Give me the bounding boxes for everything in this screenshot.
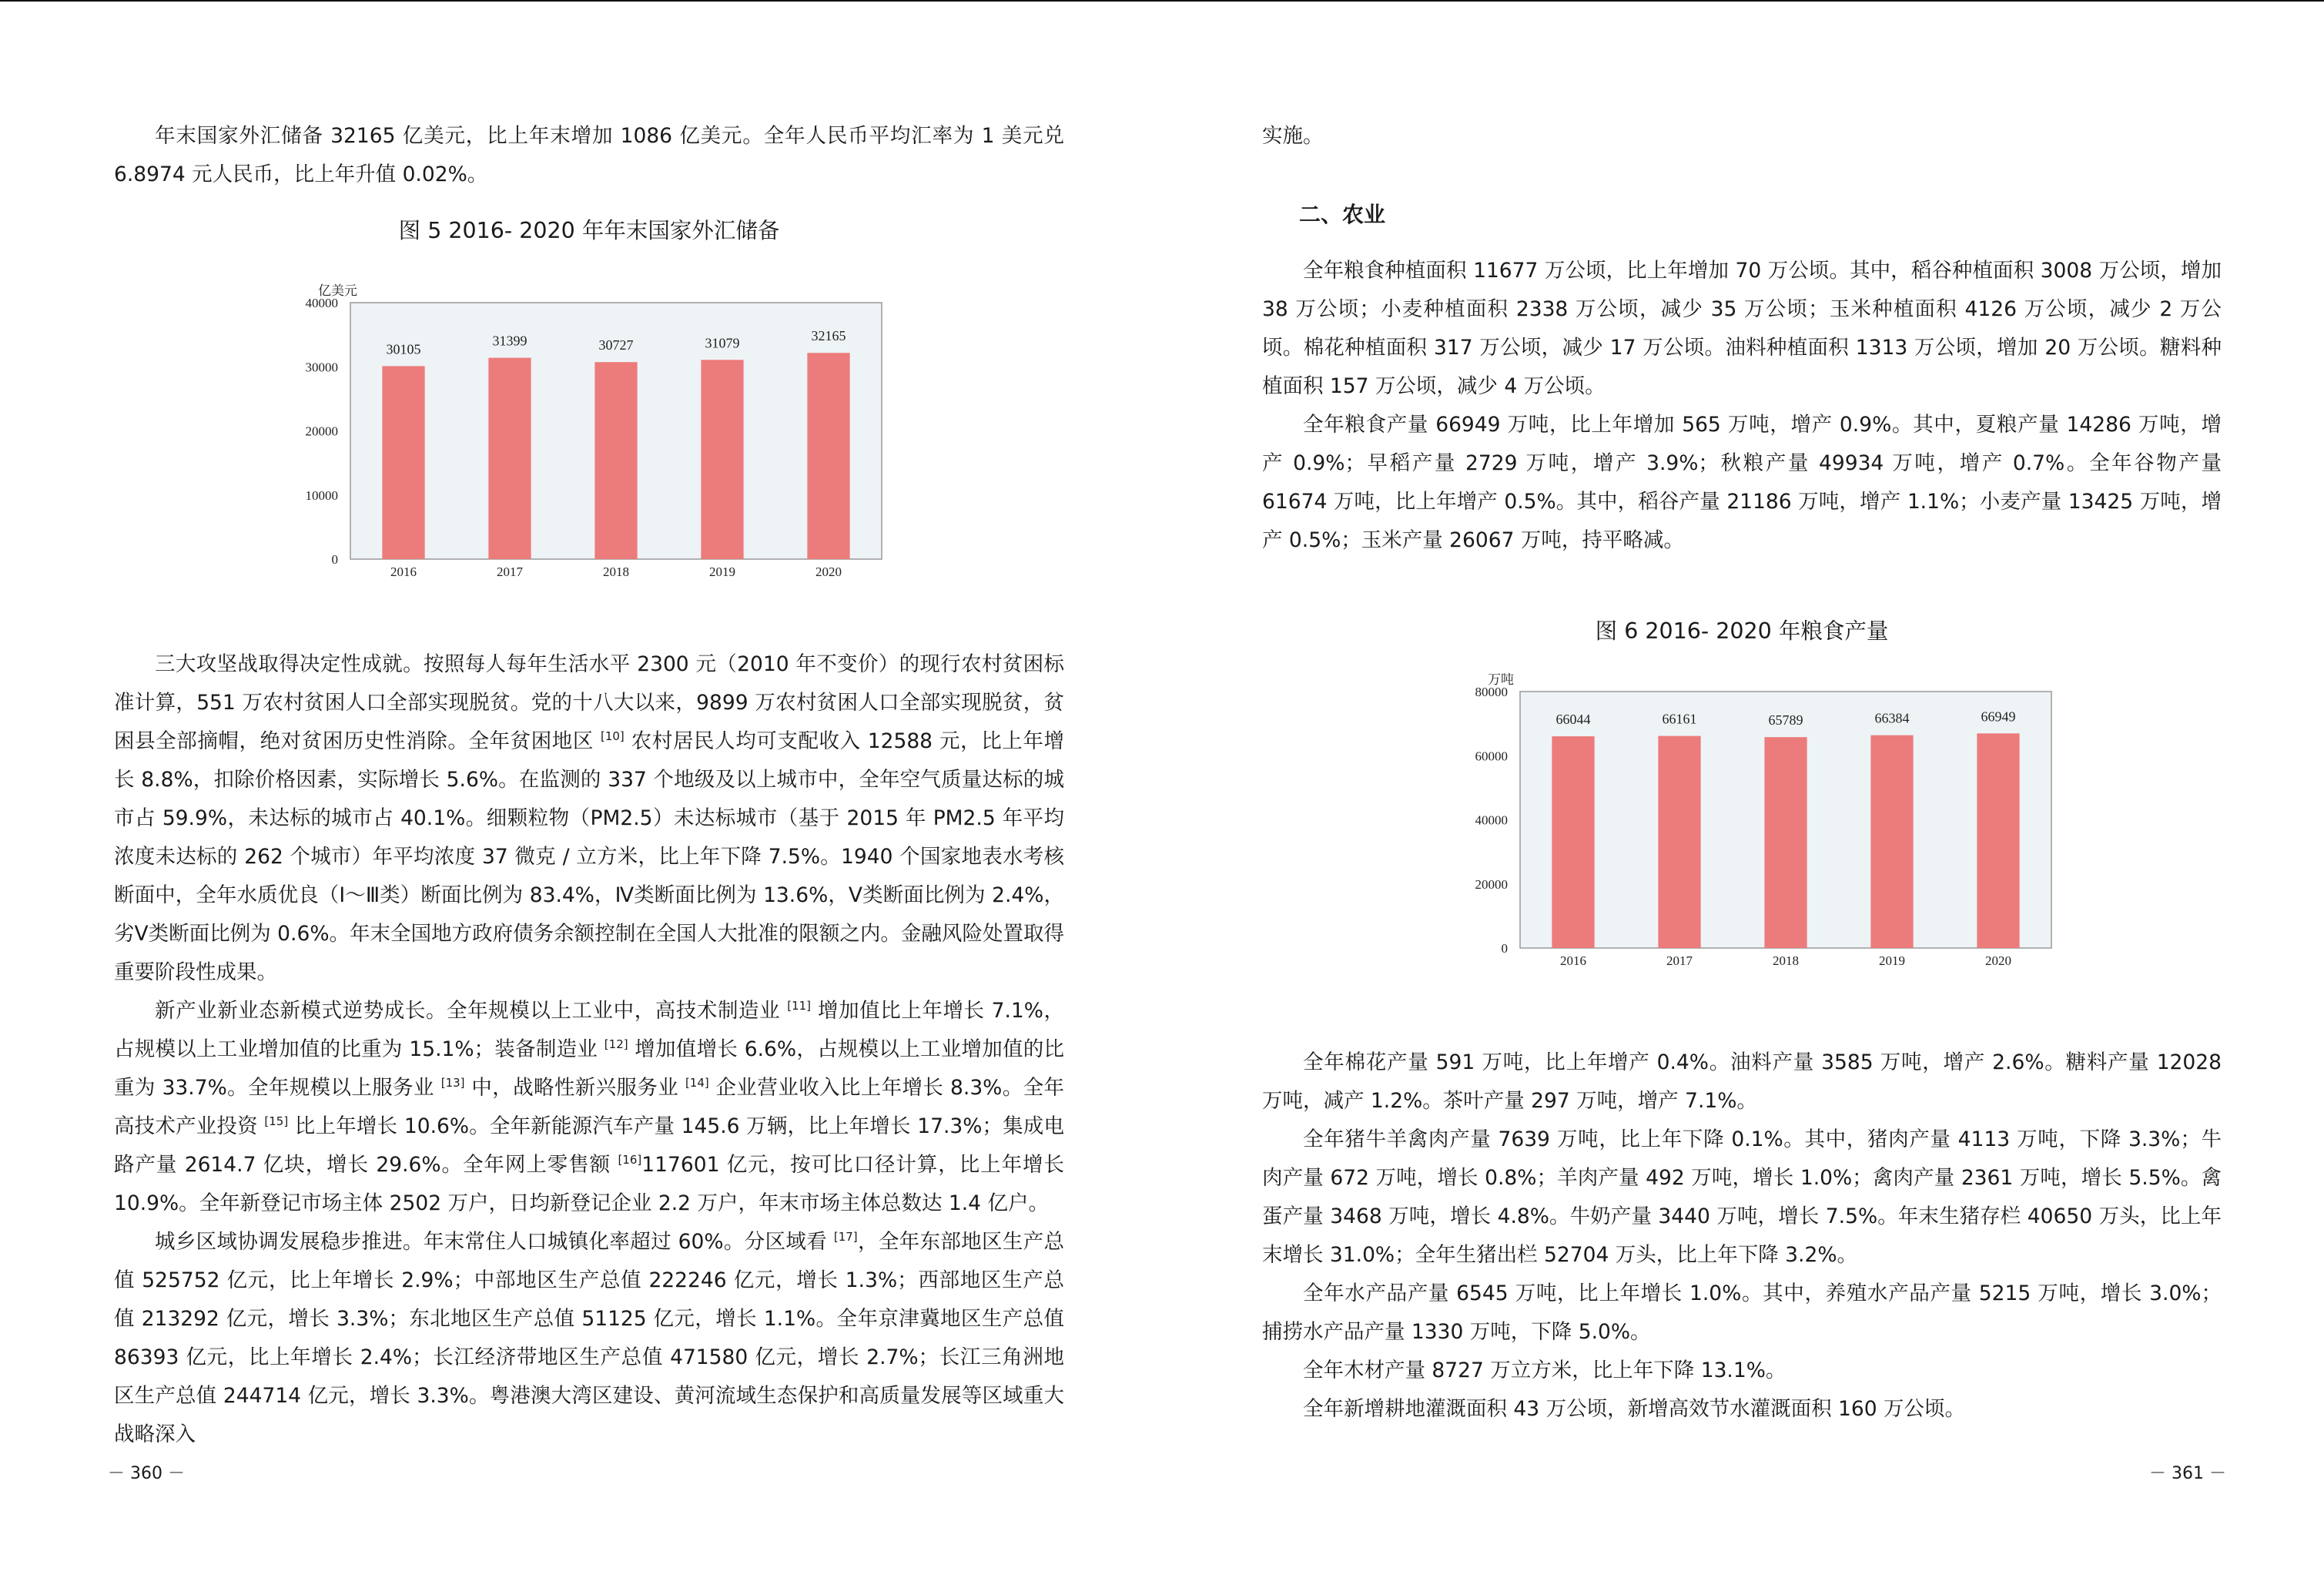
paragraph: 全年新增耕地灌溉面积 43 万公顷，新增高效节水灌溉面积 160 万公顷。 (1303, 1397, 1965, 1421)
y-tick-label: 40000 (305, 296, 338, 310)
data-label: 66044 (1555, 712, 1591, 728)
figure-5-title: 图 5 2016- 2020 年年末国家外汇储备 (398, 218, 780, 243)
paragraph: 三大攻坚战取得决定性成就。按照每人每年生活水平 2300 元（2010 年不变价）的现行农村贫困标准计算，551 万农村贫困人口全部实现脱贫。党的十八大以来，9899 万农村贫困人口全部实现脱贫，贫困县全部摘帽，绝对贫困历史性消除。全年贫困地区 [10] 农村居民人均可支配收入 12588 元，比上年增长 8.8%，扣除价格因素，实际增长 5.6%。在监测的 337 个地级及以上城市中，全年空气质量达标的城市占 59.9%，未达标的城市占 40.1%。细颗粒物（PM2.5）未达标城市（基于 2015 年 PM2.5 年平均浓度未达标的 262 个城市）年平均浓度 37 微克 / 立方米，比上年下降 7.5%。1940 个国家地表水考核断面中，全年水质优良（Ⅰ～Ⅲ类）断面比例为 83.4%，Ⅳ类断面比例为 13.6%，Ⅴ类断面比例为 2.4%，劣Ⅴ类断面比例为 0.6%。年末全国地方政府债务余额控制在全国人大批准的限额之内。金融风险处置取得重要阶段性成果。 (114, 652, 1065, 984)
paragraph: 新产业新业态新模式逆势成长。全年规模以上工业中，高技术制造业 [11] 增加值比上年增长 7.1%，占规模以上工业增加值的比重为 15.1%；装备制造业 [12] 增加值增长 6.6%，占规模以上工业增加值的比重为 33.7%。全年规模以上服务业 [13] 中，战略性新兴服务业 [14] 企业营业收入比上年增长 8.3%。全年高技术产业投资 [15] 比上年增长 10.6%。全年新能源汽车产量 145.6 万辆，比上年增长 17.3%；集成电路产量 2614.7 亿块，增长 29.6%。全年网上零售额 [16]117601 亿元，按可比口径计算，比上年增长 10.9%。全年新登记市场主体 2502 万户，日均新登记企业 2.2 万户，年末市场主体总数达 1.4 亿户。 (114, 999, 1065, 1215)
footnote-marker: [16] (618, 1153, 642, 1168)
data-label: 65789 (1768, 712, 1803, 729)
footnote-marker: [13] (440, 1076, 465, 1090)
y-tick-label: 0 (331, 552, 338, 567)
x-tick-label: 2016 (390, 565, 417, 579)
x-tick-label: 2018 (1773, 953, 1799, 968)
footnote-marker: [17] (833, 1230, 858, 1245)
bar (701, 360, 743, 559)
right-bottom-text (1262, 1044, 2222, 1429)
left-top-text (114, 117, 1064, 194)
data-label: 66384 (1874, 710, 1910, 726)
bar (1658, 736, 1700, 948)
x-tick-label: 2018 (603, 565, 629, 579)
data-label: 66949 (1981, 709, 2016, 725)
x-tick-label: 2020 (815, 565, 842, 579)
section-heading: 二、农业 (1299, 202, 1386, 227)
bar (488, 358, 531, 559)
paragraph: 全年棉花产量 591 万吨，比上年增产 0.4%。油料产量 3585 万吨，增产 2.6%。糖料产量 12028 万吨，减产 1.2%。茶叶产量 297 万吨，增产 7.1%。 (1262, 1050, 2222, 1113)
paragraph: 全年猪牛羊禽肉产量 7639 万吨，比上年下降 0.1%。其中，猪肉产量 4113 万吨，下降 3.3%；牛肉产量 672 万吨，增长 0.8%；羊肉产量 492 万吨，增长 1.0%；禽肉产量 2361 万吨，增长 5.5%。禽蛋产量 3468 万吨，增长 4.8%。牛奶产量 3440 万吨，增长 7.5%。年末生猪存栏 40650 万头，比上年末增长 31.0%；全年生猪出栏 52704 万头，比上年下降 3.2%。 (1262, 1127, 2222, 1267)
footnote-marker: [11] (787, 999, 812, 1013)
paragraph: 年末国家外汇储备 32165 亿美元，比上年末增加 1086 亿美元。全年人民币平均汇率为 1 美元兑 6.8974 元人民币，比上年升值 0.02%。 (114, 124, 1064, 186)
data-label: 66161 (1662, 711, 1697, 727)
right-agri-text (1262, 252, 2222, 560)
data-label: 31079 (705, 335, 740, 351)
x-tick-label: 2017 (497, 565, 523, 579)
bar (1870, 735, 1913, 948)
footnote-marker: [15] (264, 1114, 289, 1129)
figure-5-chart (277, 273, 893, 597)
data-label: 30727 (598, 337, 634, 353)
paragraph: 全年粮食种植面积 11677 万公顷，比上年增加 70 万公顷。其中，稻谷种植面积 3008 万公顷，增加 38 万公顷；小麦种植面积 2338 万公顷，减少 35 万公顷；玉米种植面积 4126 万公顷，减少 2 万公顷。棉花种植面积 317 万公顷，减少 17 万公顷。油料种植面积 1313 万公顷，增加 20 万公顷。糖料种植面积 157 万公顷，减少 4 万公顷。 (1262, 259, 2222, 398)
figure-6-title: 图 6 2016- 2020 年粮食产量 (1595, 618, 1889, 644)
bar (807, 353, 849, 559)
data-label: 30105 (386, 341, 421, 357)
footnote-marker: [14] (685, 1076, 709, 1090)
paragraph-continued: 实施。 (1262, 124, 1324, 148)
y-tick-label: 80000 (1475, 685, 1508, 699)
y-tick-label: 60000 (1475, 749, 1508, 764)
paragraph: 全年水产品产量 6545 万吨，比上年增长 1.0%。其中，养殖水产品产量 5215 万吨，增长 3.0%；捕捞水产品产量 1330 万吨，下降 5.0%。 (1262, 1281, 2222, 1344)
y-tick-label: 40000 (1475, 812, 1508, 828)
paragraph: 全年木材产量 8727 万立方米，比上年下降 13.1%。 (1303, 1359, 1787, 1382)
page-number: － 361 － (2149, 1464, 2226, 1483)
right-page (1162, 0, 2324, 1588)
x-tick-label: 2019 (1879, 953, 1905, 968)
right-top-text (1262, 117, 2222, 156)
data-label: 31399 (492, 333, 527, 349)
paragraph: 全年粮食产量 66949 万吨，比上年增加 565 万吨，增产 0.9%。其中，夏粮产量 14286 万吨，增产 0.9%；早稻产量 2729 万吨，增产 3.9%；秋粮产量 49934 万吨，增产 0.7%。全年谷物产量 61674 万吨，比上年增产 0.5%。其中，稻谷产量 21186 万吨，增产 1.1%；小麦产量 13425 万吨，增产 0.5%；玉米产量 26067 万吨，持平略减。 (1262, 413, 2222, 552)
footnote-marker: [10] (600, 729, 625, 744)
data-label: 32165 (811, 328, 846, 344)
bar (1977, 733, 2019, 948)
y-axis-unit-label: 亿美元 (318, 283, 357, 298)
bar (594, 362, 637, 559)
figure-6-chart (1447, 662, 2063, 993)
bar (1764, 737, 1807, 948)
bar (382, 366, 424, 559)
bar (1552, 736, 1594, 948)
x-tick-label: 2019 (709, 565, 735, 579)
y-tick-label: 30000 (305, 360, 338, 375)
x-tick-label: 2020 (1985, 953, 2011, 968)
x-tick-label: 2016 (1560, 953, 1586, 968)
y-tick-label: 20000 (1475, 876, 1508, 892)
footnote-marker: [12] (604, 1037, 628, 1052)
left-bottom-text (114, 645, 1064, 1454)
page-number: － 360 － (108, 1464, 185, 1483)
y-tick-label: 20000 (305, 424, 338, 439)
y-tick-label: 10000 (305, 487, 338, 503)
y-axis-unit-label: 万吨 (1488, 672, 1514, 687)
paragraph: 城乡区域协调发展稳步推进。年末常住人口城镇化率超过 60%。分区域看 [17]，全年东部地区生产总值 525752 亿元，比上年增长 2.9%；中部地区生产总值 222246 亿元，增长 1.3%；西部地区生产总值 213292 亿元，增长 3.3%；东北地区生产总值 51125 亿元，增长 1.1%。全年京津冀地区生产总值 86393 亿元，比上年增长 2.4%；长江经济带地区生产总值 471580 亿元，增长 2.7%；长江三角洲地区生产总值 244714 亿元，增长 3.3%。粤港澳大湾区建设、黄河流域生态保护和高质量发展等区域重大战略深入 (114, 1230, 1065, 1446)
y-tick-label: 0 (1501, 941, 1508, 956)
x-tick-label: 2017 (1666, 953, 1693, 968)
